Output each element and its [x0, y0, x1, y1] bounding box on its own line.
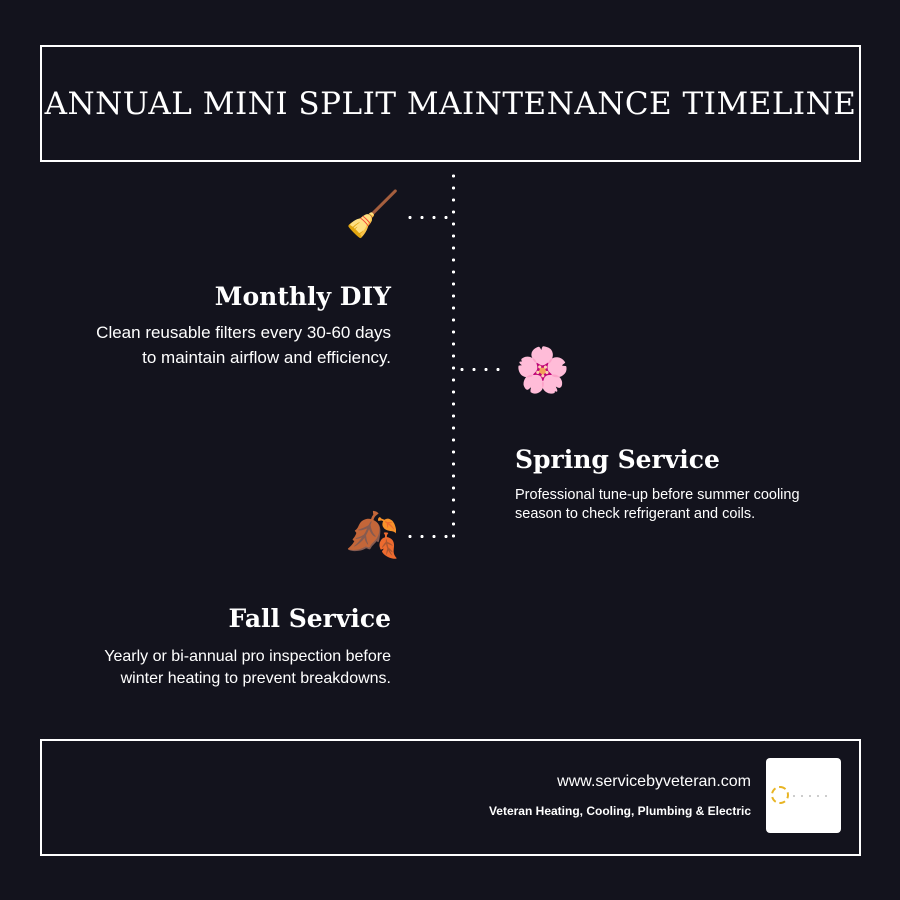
spring-service-line-1: Professional tune-up before summer cooling	[515, 487, 800, 503]
fall-service-description	[104, 646, 391, 690]
logo-ring-icon	[771, 786, 789, 804]
fall-service-title: Fall Service	[228, 604, 391, 633]
company-name: Veteran Heating, Cooling, Plumbing & Electric	[488, 804, 751, 818]
website-link[interactable]: www.servicebyveteran.com	[557, 773, 751, 790]
fall-service-line-2: winter heating to prevent breakdowns.	[120, 670, 391, 687]
timeline-connector-spring	[456, 368, 504, 371]
timeline-connector-monthly	[404, 216, 452, 219]
timeline-vertical-dots	[452, 170, 455, 538]
cherry-blossom-icon: 🌸	[515, 345, 570, 396]
monthly-diy-line-1: Clean reusable filters every 30-60 days	[96, 323, 391, 342]
broom-icon: 🧹	[345, 189, 400, 240]
monthly-diy-description	[96, 320, 391, 370]
spring-service-description	[515, 486, 800, 524]
monthly-diy-title: Monthly DIY	[214, 282, 391, 311]
spring-service-title: Spring Service	[515, 445, 720, 474]
fall-service-line-1: Yearly or bi-annual pro inspection before	[104, 648, 391, 665]
falling-leaves-icon: 🍂	[345, 510, 400, 561]
title-banner	[40, 45, 861, 162]
logo-wordmark-dots	[790, 795, 830, 797]
monthly-diy-line-2: to maintain airflow and efficiency.	[142, 348, 391, 367]
timeline-connector-fall	[404, 535, 452, 538]
page-title: ANNUAL MINI SPLIT MAINTENANCE TIMELINE	[44, 85, 857, 122]
spring-service-line-2: season to check refrigerant and coils.	[515, 506, 756, 522]
company-logo-icon	[766, 758, 841, 833]
footer-banner	[40, 739, 861, 856]
